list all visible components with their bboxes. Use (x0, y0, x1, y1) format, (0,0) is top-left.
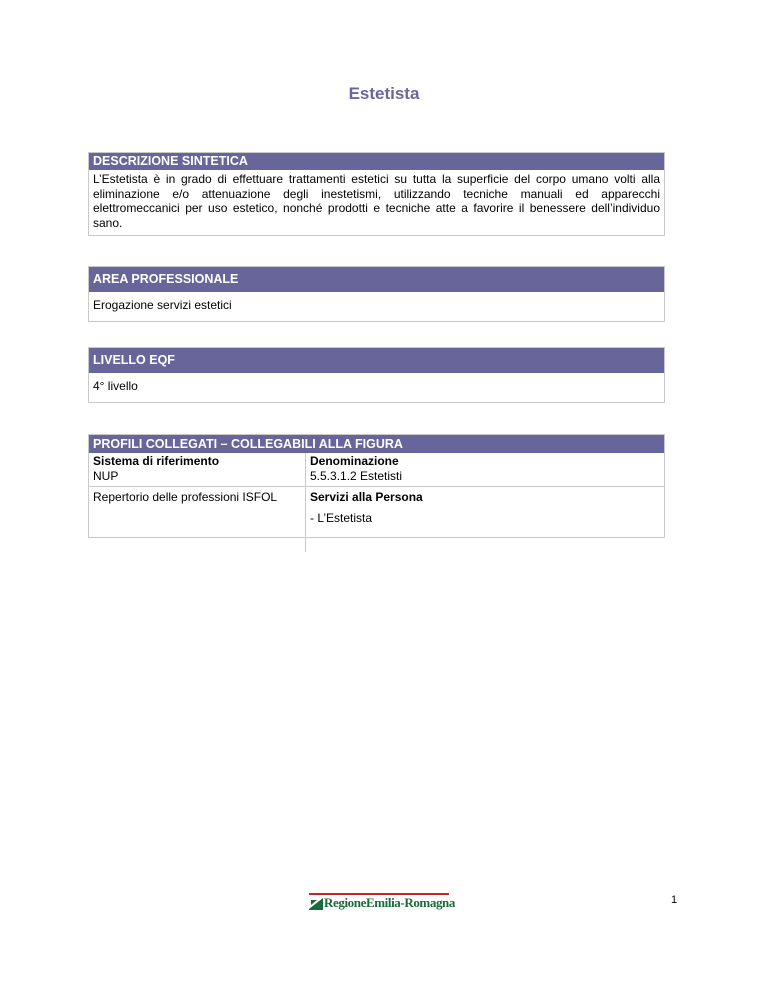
section-text: Erogazione servizi estetici (93, 298, 232, 312)
column-header-sistema: Sistema di riferimento (89, 453, 306, 469)
logo-flag-icon (309, 897, 323, 910)
table-header-row (89, 453, 664, 469)
section-header: AREA PROFESSIONALE (89, 267, 664, 292)
section-profili-collegati (88, 434, 665, 538)
regione-logo (309, 893, 455, 911)
profili-table (89, 453, 664, 552)
cell-denominazione-group (306, 487, 665, 553)
section-text: 4° livello (93, 379, 138, 393)
column-header-denominazione: Denominazione (310, 454, 399, 468)
section-header: LIVELLO EQF (89, 348, 664, 373)
cell-denominazione: Servizi alla Persona (310, 490, 423, 504)
section-header: PROFILI COLLEGATI – COLLEGABILI ALLA FIGURA (89, 435, 664, 453)
cell-sistema: Repertorio delle professioni ISFOL (89, 487, 306, 553)
cell-sistema: NUP (89, 469, 306, 487)
section-text: L’Estetista è in grado di effettuare trattamenti estetici su tutta la superficie del corpo umano volti alla eliminazione e/o attenuazione degli inestetismi, utilizzando tecniche manuali ed apparecchi elettromeccanici per uso estetico, nonché prodotti e tecniche atte a favorire il benessere dell’individuo sano. (93, 172, 660, 230)
page-number: 1 (671, 894, 678, 906)
table-row (89, 469, 664, 487)
logo-text: RegioneEmilia-Romagna (324, 895, 455, 910)
section-descrizione (88, 152, 665, 236)
cell-denominazione-sub: - L’Estetista (310, 511, 373, 525)
section-header: DESCRIZIONE SINTETICA (89, 153, 664, 170)
section-livello-eqf (88, 347, 665, 403)
cell-denominazione: 5.5.3.1.2 Estetisti (306, 469, 665, 487)
table-row (89, 487, 664, 553)
page-title: Estetista (348, 84, 420, 103)
section-area-professionale (88, 266, 665, 322)
